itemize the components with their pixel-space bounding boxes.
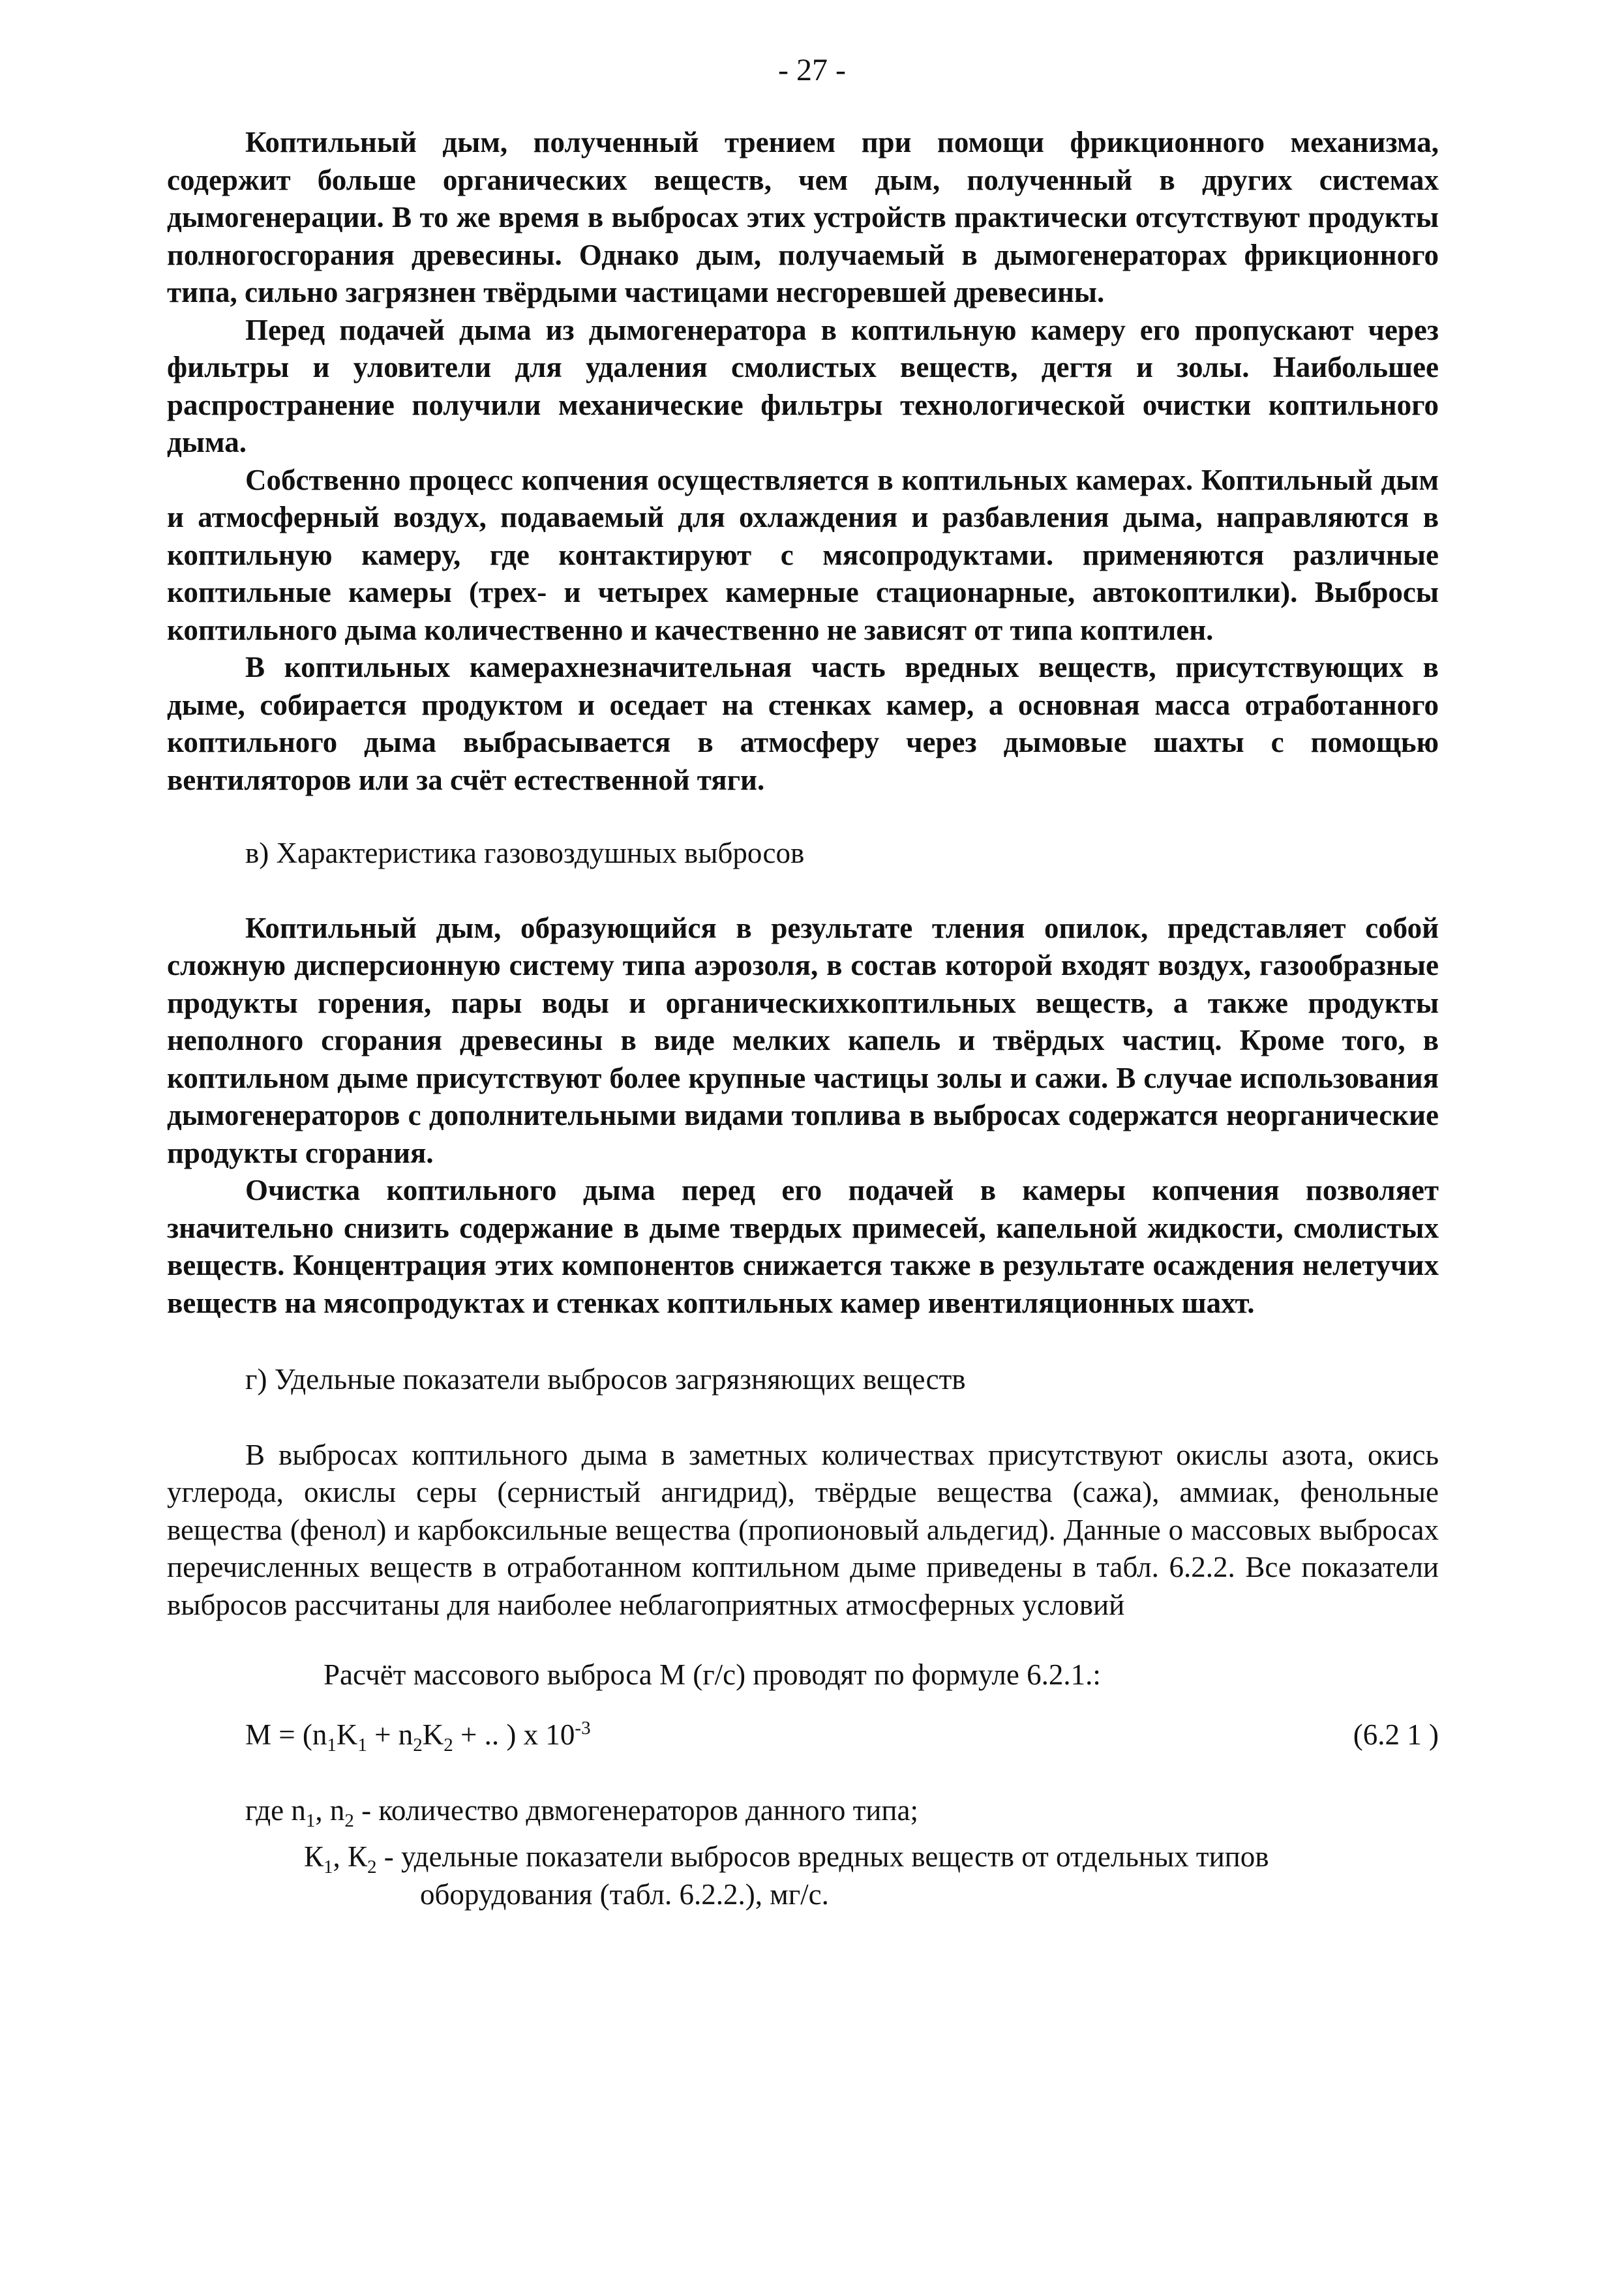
document-body	[167, 124, 1439, 1913]
section-heading-g: г) Удельные показатели выбросов загрязняющих веществ	[245, 1363, 966, 1396]
formula-legend-k: $К_1$, $К_2$ - удельные показатели выбросов вредных веществ от отдельных типов	[304, 1840, 1269, 1877]
section-b-text	[167, 124, 1439, 799]
paragraph: Перед подачей дыма из дымогенератора в коптильную камеру его пропускают через фильтры и уловители для удаления смолистых веществ, дегтя и золы. Наибольшее распространение получили механические фильтры технологической очистки коптильного дыма.	[167, 313, 1439, 458]
formula-row	[167, 1714, 1439, 1759]
paragraph: В коптильных камерахнезначительная часть вредных веществ, присутствующих в дыме, собирается продуктом и оседает на стенках камер, а основная масса отработанного коптильного дыма выбрасывается в атмосферу через дымовые шахты с помощью вентиляторов или за счёт естественной тяги.	[167, 651, 1439, 796]
paragraph: Коптильный дым, образующийся в результате тления опилок, представляет собой сложную дисперсионную систему типа аэрозоля, в состав которой входят воздух, газообразные продукты горения, пары воды и органическихкоптильных веществ, а также продукты неполного сгорания древесины в виде мелких капель и твёрдых частиц. Кроме того, в коптильном дыме присутствуют более крупные частицы золы и сажи. В случае использования дымогенераторов с дополнительными видами топлива в выбросах содержатся неорганические продукты сгорания.	[167, 911, 1439, 1169]
paragraph: Очистка коптильного дыма перед его подачей в камеры копчения позволяет значительно снизить содержание в дыме твердых примесей, капельной жидкости, смолистых веществ. Концентрация этих компонентов снижается также в результате осаждения нелетучих веществ на мясопродуктах и стенках коптильных камер ивентиляционных шахт.	[167, 1174, 1439, 1319]
section-g-text	[167, 1437, 1439, 1624]
formula-intro: Расчёт массового выброса М (г/с) проводят по формуле 6.2.1.:	[323, 1658, 1101, 1691]
section-v-text	[167, 910, 1439, 1323]
formula-legend-n: где $n_1$, $n_2$ - количество двмогенераторов данного типа;	[245, 1793, 918, 1831]
formula-legend-k-cont: оборудования (табл. 6.2.2.), мг/с.	[420, 1877, 829, 1911]
section-heading-v: в) Характеристика газовоздушных выбросов	[245, 837, 805, 869]
formula-number: (6.2 1 )	[1353, 1718, 1439, 1751]
formula: $М = (n_1K_1 + n_2K_2$ + .. ) х $10^{-3}$	[245, 1717, 591, 1756]
paragraph: Собственно процесс копчения осуществляется в коптильных камерах. Коптильный дым и атмосферный воздух, подаваемый для охлаждения и разбавления дыма, направляются в коптильную камеру, где контактируют с мясопродуктами. применяются различные коптильные камеры (трех- и четырех камерные стационарные, автокоптилки). Выбросы коптильного дыма количественно и качественно не зависят от типа коптилен.	[167, 463, 1439, 646]
paragraph: Коптильный дым, полученный трением при помощи фрикционного механизма, содержит больше органических веществ, чем дым, полученный в других системах дымогенерации. В то же время в выбросах этих устройств практически отсутствуют продукты полногосгорания древесины. Однако дым, получаемый в дымогенераторах фрикционного типа, сильно загрязнен твёрдыми частицами несгоревшей древесины.	[167, 126, 1439, 308]
paragraph: В выбросах коптильного дыма в заметных количествах присутствуют окислы азота, окись углерода, окислы серы (сернистый ангидрид), твёрдые вещества (сажа), аммиак, фенольные вещества (фенол) и карбоксильные вещества (пропионовый альдегид). Данные о массовых выбросах перечисленных веществ в отработанном коптильном дыме приведены в табл. 6.2.2. Все показатели выбросов рассчитаны для наиболее неблагоприятных атмосферных условий	[167, 1438, 1439, 1621]
page-number: - 27 -	[778, 53, 846, 87]
